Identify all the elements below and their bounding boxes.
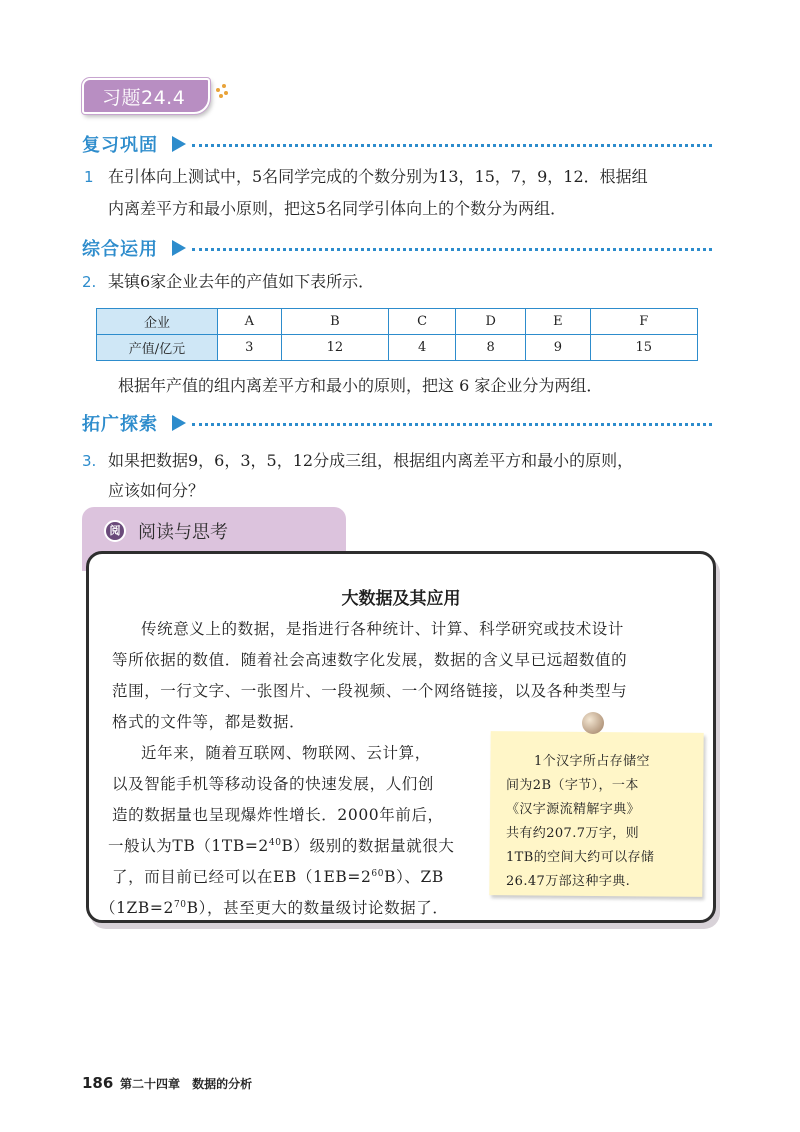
problem-number: 3. (82, 452, 97, 470)
table-cell: 8 (456, 335, 526, 361)
sticky-note-text (506, 750, 694, 894)
table-cell: 12 (281, 335, 388, 361)
note-line: 1TB的空间大约可以存储 (506, 850, 655, 865)
article-line: 传统意义上的数据，是指进行各种统计、计算、科学研究或技术设计 (141, 620, 625, 638)
table-cell: 15 (590, 335, 698, 361)
table-header-company: 企业 (97, 309, 218, 335)
article-line: 等所依据的数值．随着社会高速数字化发展，数据的含义早已远超数值的 (112, 651, 628, 669)
problem-1-line-1: 在引体向上测试中，5名同学完成的个数分别为13，15，7，9，12．根据组 (108, 167, 648, 186)
section-divider (192, 144, 712, 147)
section-title-apply: 综合运用 (82, 239, 158, 260)
section-title-explore: 拓广探索 (82, 414, 158, 435)
arrow-icon (172, 136, 186, 152)
table-cell: D (456, 309, 526, 335)
table-cell: 9 (526, 335, 590, 361)
problem-3-line-2: 应该如何分？ (108, 481, 205, 500)
article-line: 近年来，随着互联网、物联网、云计算， (141, 744, 431, 762)
article-title: 大数据及其应用 (341, 589, 461, 609)
article-line: 一般认为$TB(1TB=2^{40}B)$级别的数据量就很大 (108, 837, 455, 855)
table-header-value: 产值/亿元 (97, 335, 218, 361)
problem-3-line-1: 如果把数据9，6，3，5，12分成三组，根据组内离差平方和最小的原则， (108, 451, 634, 470)
table-cell: C (389, 309, 456, 335)
table-cell: F (590, 309, 698, 335)
section-title-review: 复习巩固 (82, 135, 158, 156)
page-number: 186 (82, 1074, 114, 1092)
article-line: 范围，一行文字、一张图片、一段视频、一个网络链接，以及各种类型与 (112, 682, 628, 700)
section-divider (192, 423, 712, 426)
arrow-icon (172, 240, 186, 256)
reading-tab-title: 阅读与思考 (138, 522, 228, 543)
article-line: 造的数据量也呈现爆炸性增长．2000年前后， (112, 806, 444, 824)
table-cell: 3 (218, 335, 282, 361)
note-line: 26.47万部这种字典. (506, 874, 631, 889)
exercise-tab: 习题24.4 (82, 78, 210, 114)
arrow-icon (172, 415, 186, 431)
article-line: 以及智能手机等移动设备的快速发展，人们创 (112, 775, 435, 793)
table-cell: 4 (389, 335, 456, 361)
article-line: 了，而目前已经可以在$EB(1EB=2^{60}B)$、ZB (112, 868, 444, 886)
table-cell: B (281, 309, 388, 335)
table-row (97, 309, 698, 335)
pushpin-icon (582, 712, 604, 734)
table-cell: E (526, 309, 590, 335)
decorative-dots (216, 80, 230, 98)
note-line: 共有约207.7万字，则 (506, 826, 640, 841)
reading-icon: 阅 (104, 520, 126, 542)
article-line: $(1ZB=2^{70}B)$，甚至更大的数量级讨论数据了． (100, 899, 449, 917)
table-row (97, 335, 698, 361)
note-line: 间为2B（字节），一本 (506, 778, 639, 793)
problem-number: 2. (82, 273, 97, 291)
problem-2-text: 某镇6家企业去年的产值如下表所示． (108, 272, 375, 291)
section-divider (192, 248, 712, 251)
chapter-title: 第二十四章 数据的分析 (120, 1077, 253, 1091)
article-line: 格式的文件等，都是数据． (112, 713, 306, 731)
note-line: 《汉字源流精解字典》 (506, 802, 641, 817)
output-value-table (96, 308, 698, 361)
problem-1-line-2: 内离差平方和最小原则，把这5名同学引体向上的个数分为两组． (108, 199, 567, 218)
problem-number: 1 (84, 168, 94, 186)
problem-2-instruction: 根据年产值的组内离差平方和最小的原则，把这 6 家企业分为两组． (118, 376, 603, 395)
note-line: 1个汉字所占存储空 (534, 754, 650, 769)
table-cell: A (218, 309, 282, 335)
